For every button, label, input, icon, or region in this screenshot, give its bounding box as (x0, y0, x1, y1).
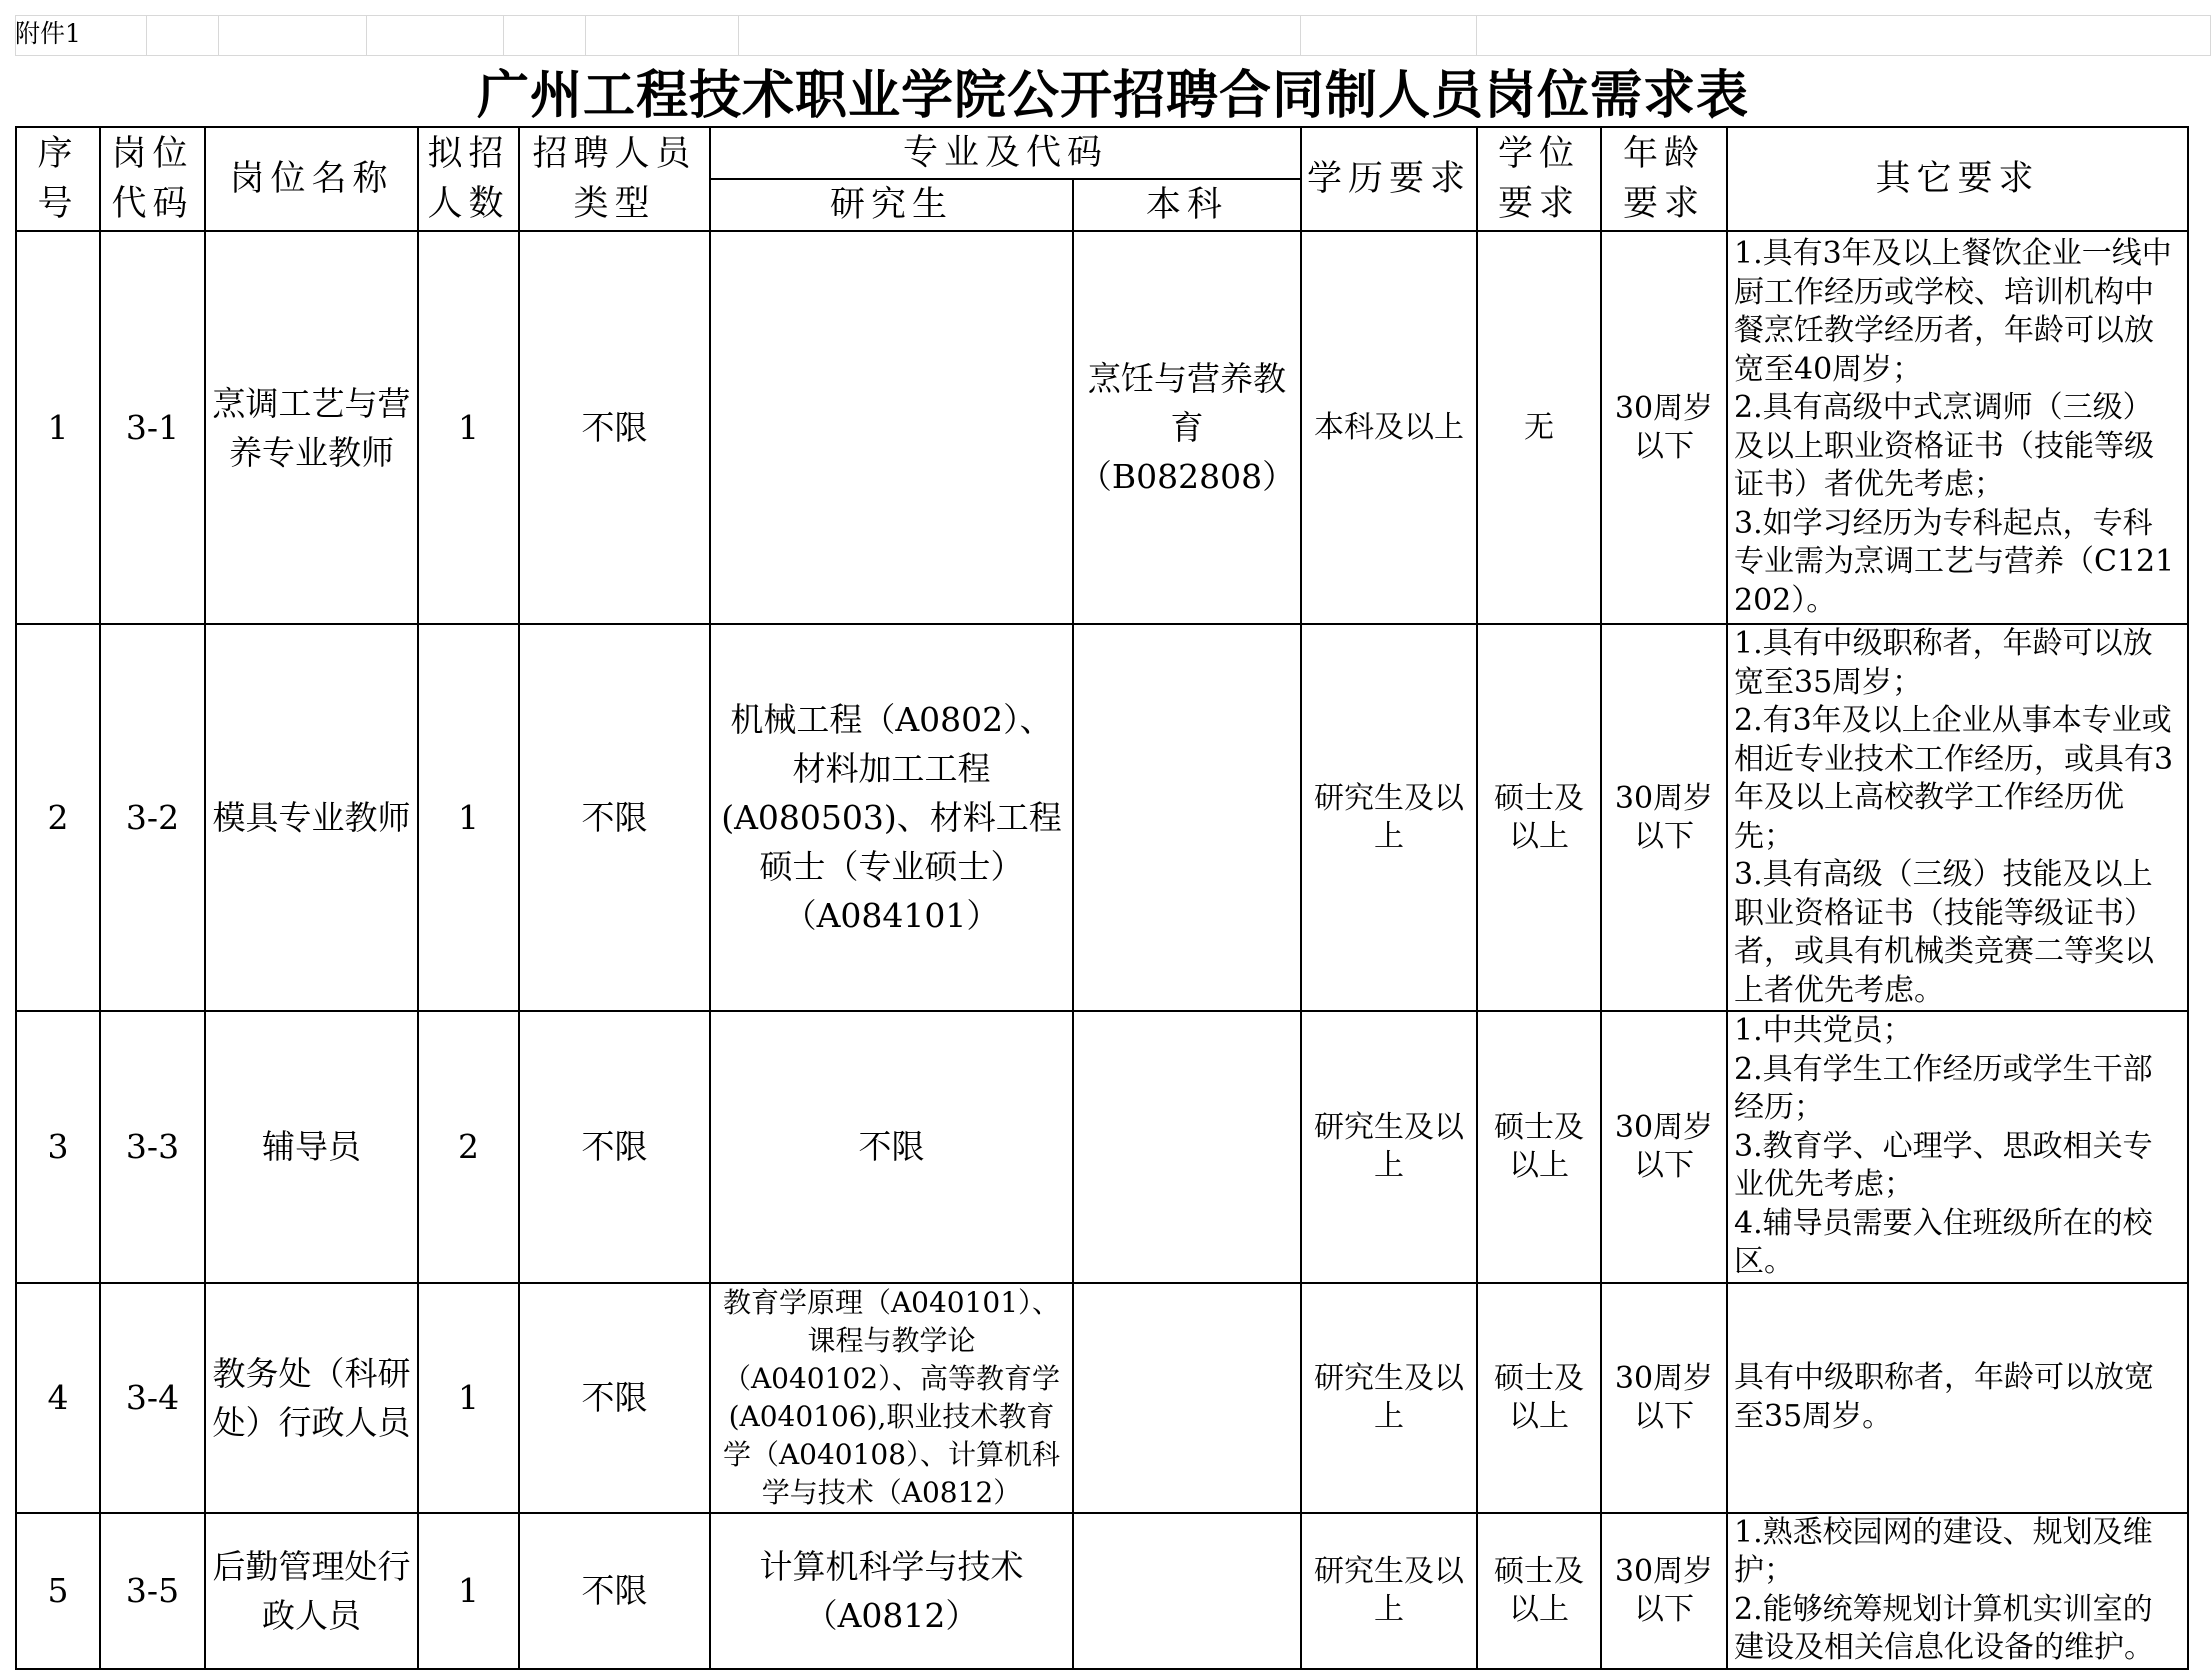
cell-other: 1.具有中级职称者，年龄可以放宽至35周岁； 2.有3年及以上企业从事本专业或相近专业技术工作经历，或具有3年及以上高校教学工作经历优先； 3.具有高级（三级）技能及以上职业资格证书（技能等级证书）者，或具有机械类竞赛二等奖以上者优先考虑。 (1727, 624, 2188, 1011)
cell-code: 3-5 (100, 1513, 205, 1669)
cell-type: 不限 (519, 1513, 710, 1669)
cell-grad: 机械工程（A0802）、材料加工工程(A080503)、材料工程硕士（专业硕士）（A084101） (710, 624, 1073, 1011)
cell-seq: 1 (16, 231, 100, 624)
header-other: 其它要求 (1727, 127, 2188, 231)
gridline (218, 15, 219, 55)
gridline (1300, 15, 1301, 55)
gridline (366, 15, 367, 55)
table-row (16, 1513, 2188, 1669)
cell-code: 3-1 (100, 231, 205, 624)
header-undergrad: 本科 (1073, 179, 1301, 231)
cell-age: 30周岁以下 (1601, 231, 1727, 624)
cell-edu: 研究生及以上 (1301, 624, 1477, 1011)
cell-other: 1.中共党员； 2.具有学生工作经历或学生干部经历； 3.教育学、心理学、思政相关专业优先考虑； 4.辅导员需要入住班级所在的校区。 (1727, 1011, 2188, 1283)
header-major: 专业及代码 (710, 127, 1301, 179)
recruitment-table (15, 126, 2189, 1670)
gridline (146, 15, 147, 55)
cell-undergrad (1073, 624, 1301, 1011)
cell-edu: 研究生及以上 (1301, 1011, 1477, 1283)
gridline (2210, 15, 2211, 55)
header-degree: 学位要求 (1477, 127, 1601, 231)
cell-type: 不限 (519, 624, 710, 1011)
cell-type: 不限 (519, 231, 710, 624)
cell-undergrad (1073, 1513, 1301, 1669)
cell-name: 模具专业教师 (205, 624, 418, 1011)
cell-seq: 2 (16, 624, 100, 1011)
cell-undergrad (1073, 1283, 1301, 1513)
cell-type: 不限 (519, 1283, 710, 1513)
cell-age: 30周岁以下 (1601, 624, 1727, 1011)
gridline (15, 15, 2211, 16)
header-name: 岗位名称 (205, 127, 418, 231)
cell-degree: 硕士及以上 (1477, 624, 1601, 1011)
cell-degree: 硕士及以上 (1477, 1011, 1601, 1283)
cell-degree: 无 (1477, 231, 1601, 624)
cell-age: 30周岁以下 (1601, 1513, 1727, 1669)
cell-grad: 不限 (710, 1011, 1073, 1283)
cell-edu: 本科及以上 (1301, 231, 1477, 624)
cell-seq: 3 (16, 1011, 100, 1283)
page-title: 广州工程技术职业学院公开招聘合同制人员岗位需求表 (476, 65, 1749, 126)
cell-degree: 硕士及以上 (1477, 1513, 1601, 1669)
header-grad: 研究生 (710, 179, 1073, 231)
cell-age: 30周岁以下 (1601, 1283, 1727, 1513)
cell-undergrad: 烹饪与营养教育（B082808） (1073, 231, 1301, 624)
header-seq: 序号 (16, 127, 100, 231)
table-row (16, 1011, 2188, 1283)
attachment-label: 附件1 (15, 19, 81, 48)
cell-seq: 4 (16, 1283, 100, 1513)
cell-degree: 硕士及以上 (1477, 1283, 1601, 1513)
cell-name: 后勤管理处行政人员 (205, 1513, 418, 1669)
cell-grad (710, 231, 1073, 624)
cell-type: 不限 (519, 1011, 710, 1283)
gridline (503, 15, 504, 55)
cell-count: 1 (418, 1513, 519, 1669)
cell-count: 1 (418, 1283, 519, 1513)
cell-grad: 教育学原理（A040101）、课程与教学论（A040102）、高等教育学(A040106),职业技术教育学（A040108）、计算机科学与技术（A0812） (710, 1283, 1073, 1513)
cell-name: 辅导员 (205, 1011, 418, 1283)
cell-count: 2 (418, 1011, 519, 1283)
header-code: 岗位代码 (100, 127, 205, 231)
header-count: 拟招人数 (418, 127, 519, 231)
cell-seq: 5 (16, 1513, 100, 1669)
table-row (16, 624, 2188, 1011)
cell-count: 1 (418, 231, 519, 624)
gridline (585, 15, 586, 55)
cell-edu: 研究生及以上 (1301, 1283, 1477, 1513)
cell-edu: 研究生及以上 (1301, 1513, 1477, 1669)
cell-undergrad (1073, 1011, 1301, 1283)
cell-count: 1 (418, 624, 519, 1011)
cell-name: 烹调工艺与营养专业教师 (205, 231, 418, 624)
header-age: 年龄要求 (1601, 127, 1727, 231)
table-row (16, 231, 2188, 624)
table-row (16, 1283, 2188, 1513)
gridline (738, 15, 739, 55)
cell-other: 具有中级职称者，年龄可以放宽至35周岁。 (1727, 1283, 2188, 1513)
cell-code: 3-4 (100, 1283, 205, 1513)
header-type: 招聘人员类型 (519, 127, 710, 231)
cell-other: 1.具有3年及以上餐饮企业一线中厨工作经历或学校、培训机构中餐烹饪教学经历者，年龄可以放宽至40周岁； 2.具有高级中式烹调师（三级）及以上职业资格证书（技能等级证书）者优先考虑； 3.如学习经历为专科起点，专科专业需为烹调工艺与营养（C121202）。 (1727, 231, 2188, 624)
cell-code: 3-2 (100, 624, 205, 1011)
gridline (1476, 15, 1477, 55)
cell-grad: 计算机科学与技术（A0812） (710, 1513, 1073, 1669)
header-edu: 学历要求 (1301, 127, 1477, 231)
cell-other: 1.熟悉校园网的建设、规划及维护； 2.能够统筹规划计算机实训室的建设及相关信息化设备的维护。 (1727, 1513, 2188, 1669)
cell-age: 30周岁以下 (1601, 1011, 1727, 1283)
cell-name: 教务处（科研处）行政人员 (205, 1283, 418, 1513)
cell-code: 3-3 (100, 1011, 205, 1283)
